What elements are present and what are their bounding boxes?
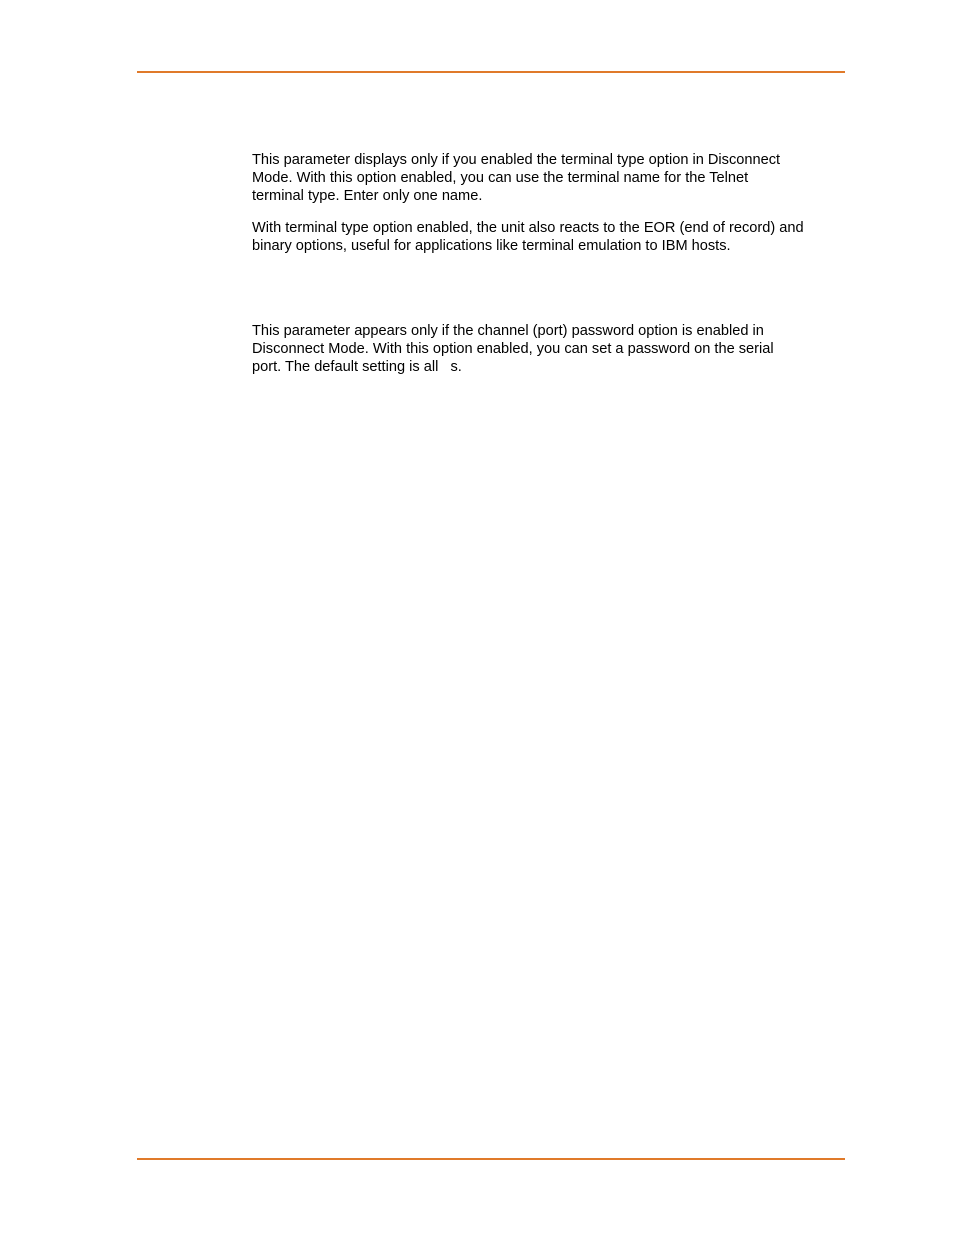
terminal-type-note	[252, 219, 852, 255]
text-line: This parameter appears only if the channel (port) password option is enabled in	[252, 323, 764, 339]
text-line: Disconnect Mode. With this option enabled, you can set a password on the serial	[252, 341, 774, 357]
text-line: terminal type. Enter only one name.	[252, 188, 483, 204]
text-line: binary options, useful for applications like terminal emulation to IBM hosts.	[252, 238, 731, 254]
channel-password-description	[252, 322, 852, 376]
header-rule	[137, 71, 845, 73]
text-line: This parameter displays only if you enabled the terminal type option in Disconnect	[252, 152, 781, 168]
text-line: Mode. With this option enabled, you can use the terminal name for the Telnet	[252, 170, 749, 186]
text-line: port. The default setting is all s.	[252, 359, 462, 375]
text-line: With terminal type option enabled, the unit also reacts to the EOR (end of record) and	[252, 220, 804, 236]
terminal-name-description	[252, 151, 852, 205]
footer-rule	[137, 1158, 845, 1160]
